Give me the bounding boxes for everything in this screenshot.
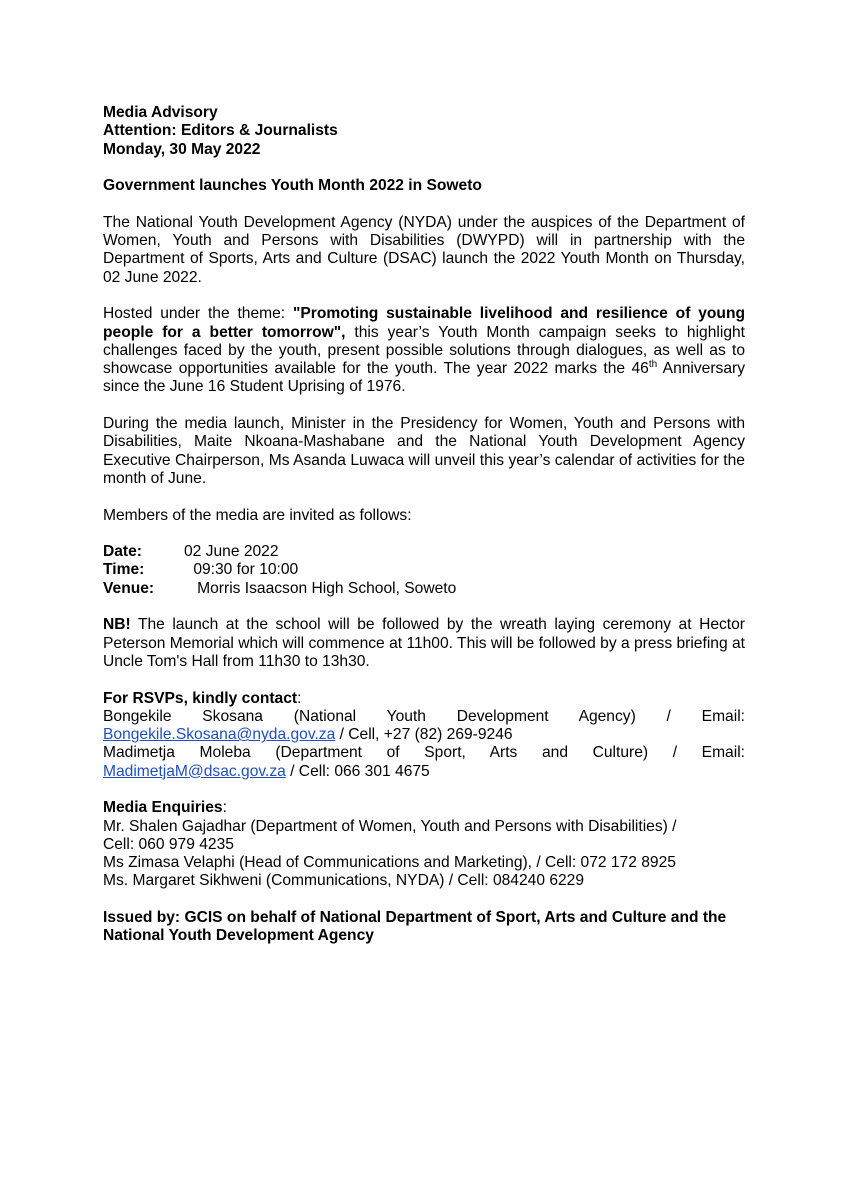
enquiries-colon: : bbox=[222, 799, 227, 817]
rsvp-contact2-email-link[interactable]: MadimetjaM@dsac.gov.za bbox=[103, 762, 286, 780]
enquiries-heading-line bbox=[103, 799, 745, 817]
rsvp-contact1-details bbox=[103, 726, 745, 744]
rsvp-contact2-cell: / Cell: 066 301 4675 bbox=[285, 762, 430, 780]
anniversary-tail: Anniversary since the June 16 Student Uprising of 1976. bbox=[103, 360, 746, 396]
event-date-row bbox=[103, 543, 745, 561]
anniversary-number: 46 bbox=[631, 360, 649, 378]
intro-paragraph: The National Youth Development Agency (NYDA) under the auspices of the Department of Women, Youth and Persons with Disabilities (DWYPD) will in partnership with the Department of Sports, Arts and Culture (DSAC) launch the 2022 Youth Month on Thursday, 02 June 2022. bbox=[103, 213, 745, 286]
theme-paragraph bbox=[103, 305, 745, 396]
time-value: 09:30 for 10:00 bbox=[193, 561, 299, 579]
advisory-date: Monday, 30 May 2022 bbox=[103, 140, 261, 158]
rsvp-heading: For RSVPs, kindly contact bbox=[103, 689, 298, 707]
attention-line: Attention: Editors & Journalists bbox=[103, 122, 338, 140]
time-label: Time: bbox=[103, 561, 145, 579]
rsvp-contact1-line: Bongekile Skosana (National Youth Development Agency) / Email: bbox=[103, 707, 745, 725]
event-venue-row bbox=[103, 580, 745, 598]
invitation-line: Members of the media are invited as follows: bbox=[103, 506, 412, 524]
event-time-row bbox=[103, 561, 745, 579]
rsvp-contact1-email-link[interactable]: Bongekile.Skosana@nyda.gov.za bbox=[103, 726, 336, 744]
enquiries-heading: Media Enquiries bbox=[103, 799, 223, 817]
enquiry-contact1-cell: Cell: 060 979 4235 bbox=[103, 835, 234, 853]
enquiry-contact3: Ms. Margaret Sikhweni (Communications, NYDA) / Cell: 084240 6229 bbox=[103, 872, 585, 890]
nb-text: The launch at the school will be followed by the wreath laying ceremony at Hector Peterson Memorial which will commence at 11h00. This will be followed by a press briefing at Uncle Tom's Hall from 11h30 to 13h30. bbox=[103, 616, 745, 670]
date-value: 02 June 2022 bbox=[184, 543, 279, 561]
rsvp-contact1-cell: / Cell, +27 (82) 269-9246 bbox=[335, 726, 513, 744]
nb-label: NB! bbox=[103, 616, 131, 634]
date-label: Date: bbox=[103, 543, 142, 561]
rsvp-heading-line bbox=[103, 690, 745, 708]
theme-prefix: Hosted under the theme: bbox=[103, 305, 293, 323]
issued-by: Issued by: GCIS on behalf of National Department of Sport, Arts and Culture and the National Youth Development Agency bbox=[103, 909, 727, 945]
rsvp-contact2-details bbox=[103, 763, 745, 781]
theme-quote: "Promoting sustainable livelihood and resilience of young people for a better tomorrow", bbox=[103, 305, 745, 341]
venue-value: Morris Isaacson High School, Soweto bbox=[197, 579, 457, 597]
rsvp-colon: : bbox=[297, 689, 302, 707]
venue-label: Venue: bbox=[103, 579, 155, 597]
launch-paragraph: During the media launch, Minister in the Presidency for Women, Youth and Persons with Disabilities, Maite Nkoana-Mashabane and the National Youth Development Agency Executive Chairperson, Ms Asanda Luwaca will unveil this year’s calendar of activities for the month of June. bbox=[103, 415, 745, 487]
document-title: Government launches Youth Month 2022 in Soweto bbox=[103, 177, 482, 195]
ordinal-suffix: th bbox=[648, 358, 658, 370]
media-advisory bbox=[103, 104, 745, 946]
nb-paragraph bbox=[103, 616, 745, 671]
advisory-label: Media Advisory bbox=[103, 104, 218, 121]
enquiry-contact1: Mr. Shalen Gajadhar (Department of Women, Youth and Persons with Disabilities) / bbox=[103, 817, 677, 835]
enquiry-contact2: Ms Zimasa Velaphi (Head of Communications and Marketing), / Cell: 072 172 8925 bbox=[103, 854, 676, 872]
theme-body: this year’s Youth Month campaign seeks to highlight challenges faced by the youth, present possible solutions through dialogues, as well as to showcase opportunities available for the youth. The year 2022 marks the bbox=[103, 323, 745, 378]
rsvp-contact2-line: Madimetja Moleba (Department of Sport, Arts and Culture) / Email: bbox=[103, 744, 745, 762]
